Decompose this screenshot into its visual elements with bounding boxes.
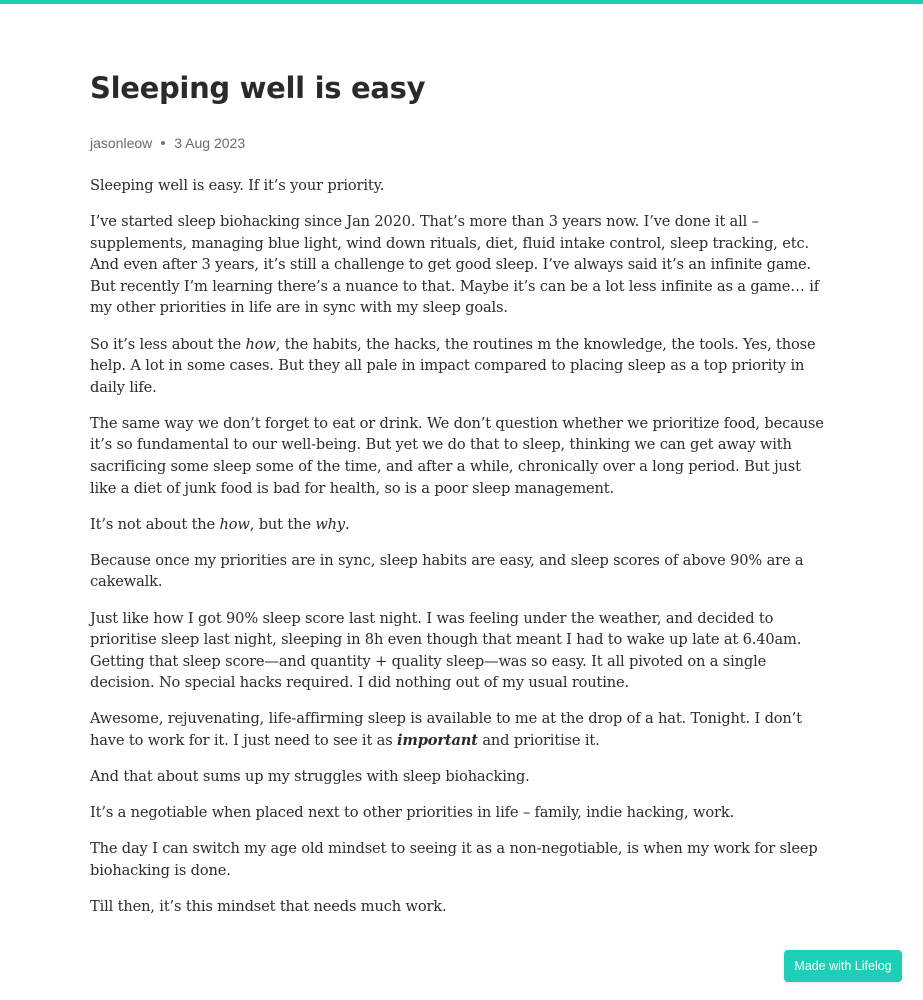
made-with-lifelog-button[interactable]: Made with Lifelog [784, 950, 902, 982]
paragraph-3 [90, 334, 830, 399]
paragraph-3-text-a: So it’s less about the [90, 335, 246, 353]
paragraph-3-text-b: , the habits, the hacks, the routines m the knowledge, the tools. Yes, those help. A lot in some cases. But they all pale in impact compared to placing sleep as a top priority in daily life. [90, 335, 816, 396]
emphasis-how: how [245, 335, 276, 353]
paragraph-10: It’s a negotiable when placed next to other priorities in life – family, indie hacking, work. [90, 804, 735, 822]
paragraph-2: I’ve started sleep biohacking since Jan 2020. That’s more than 3 years now. I’ve done it all – supplements, managing blue light, wind down rituals, diet, fluid intake control, sleep tracking, etc. And even after 3 years, it’s still a challenge to get good sleep. I’ve always said it’s an infinite game. But recently I’m learning there’s a nuance to that. Maybe it’s can be a lot less infinite as a game… if my other priorities in life are in sync with my sleep goals. [90, 213, 819, 317]
article [90, 0, 830, 932]
meta-separator-dot [161, 141, 165, 145]
post-title: Sleeping well is easy [90, 71, 426, 105]
post-content [90, 175, 830, 918]
paragraph-5-text-c: . [345, 515, 350, 533]
paragraph-1: Sleeping well is easy. If it’s your priority. [90, 177, 385, 194]
paragraph-5-text-b: , but the [249, 515, 316, 533]
post-author[interactable]: jasonleow [90, 135, 153, 151]
paragraph-5 [90, 514, 830, 536]
paragraph-7: Just like how I got 90% sleep score last night. I was feeling under the weather, and decided to prioritise sleep last night, sleeping in 8h even though that meant I had to wake up late at 6.40am. Getting that sleep score—and quantity + quality sleep—was so easy. It all pivoted on a single decision. No special hacks required. I did nothing out of my usual routine. [90, 609, 802, 692]
paragraph-5-text-a: It’s not about the [90, 515, 220, 533]
paragraph-8-text-b: and prioritise it. [477, 731, 600, 749]
paragraph-8-text-a: Awesome, rejuvenating, life-affirming sleep is available to me at the drop of a hat. Tonight. I don’t have to work for it. I just need to see it as [90, 710, 802, 749]
paragraph-12: Till then, it’s this mindset that needs much work. [90, 897, 447, 915]
post-date: 3 Aug 2023 [174, 135, 246, 151]
emphasis-important: important [397, 731, 478, 749]
paragraph-6: Because once my priorities are in sync, sleep habits are easy, and sleep scores of above 90% are a cakewalk. [90, 551, 804, 591]
post-meta [90, 134, 830, 152]
emphasis-why: why [315, 515, 345, 533]
emphasis-how: how [219, 515, 250, 533]
paragraph-8 [90, 708, 830, 751]
paragraph-9: And that about sums up my struggles with sleep biohacking. [90, 768, 530, 786]
paragraph-11: The day I can switch my age old mindset to seeing it as a non-negotiable, is when my work for sleep biohacking is done. [90, 840, 818, 879]
paragraph-4: The same way we don’t forget to eat or drink. We don’t question whether we prioritize food, because it’s so fundamental to our well-being. But yet we do that to sleep, thinking we can get away with sacrificing some sleep some of the time, and after a while, chronically over a long period. But just like a diet of junk food is bad for health, so is a poor sleep management. [90, 414, 824, 497]
